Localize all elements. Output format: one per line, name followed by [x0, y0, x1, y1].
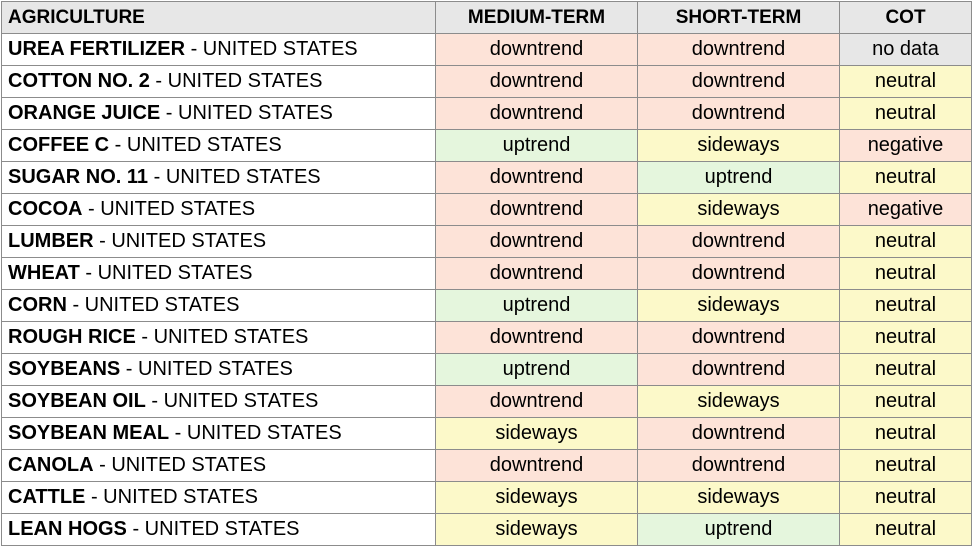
commodity-region: - UNITED STATES	[126, 518, 300, 540]
commodity-region: - UNITED STATES	[145, 390, 319, 412]
agriculture-trend-table	[1, 1, 972, 546]
commodity-region: - UNITED STATES	[93, 454, 267, 476]
table-row	[2, 322, 972, 354]
cot-cell: negative	[840, 130, 972, 162]
commodity-cell	[2, 482, 436, 514]
short-term-cell: sideways	[638, 386, 840, 418]
cot-cell: neutral	[840, 450, 972, 482]
cot-cell: negative	[840, 194, 972, 226]
medium-term-cell: downtrend	[436, 194, 638, 226]
commodity-cell	[2, 514, 436, 546]
medium-term-cell: downtrend	[436, 66, 638, 98]
commodity-region: - UNITED STATES	[82, 198, 256, 220]
commodity-name: CATTLE	[8, 486, 86, 508]
medium-term-cell: downtrend	[436, 258, 638, 290]
medium-term-cell: downtrend	[436, 98, 638, 130]
table-row	[2, 194, 972, 226]
medium-term-cell: sideways	[436, 418, 638, 450]
short-term-cell: downtrend	[638, 258, 840, 290]
cot-cell: neutral	[840, 322, 972, 354]
commodity-region: - UNITED STATES	[185, 38, 358, 60]
commodity-region: - UNITED STATES	[93, 230, 267, 252]
header-short-term: SHORT-TERM	[638, 2, 840, 34]
table-row	[2, 162, 972, 194]
table-row	[2, 418, 972, 450]
commodity-name: CANOLA	[8, 454, 94, 476]
short-term-cell: uptrend	[638, 514, 840, 546]
table-row	[2, 130, 972, 162]
commodity-name: UREA FERTILIZER	[8, 38, 186, 60]
commodity-name: LUMBER	[8, 230, 94, 252]
cot-cell: neutral	[840, 66, 972, 98]
commodity-cell	[2, 130, 436, 162]
table-row	[2, 66, 972, 98]
short-term-cell: downtrend	[638, 450, 840, 482]
short-term-cell: downtrend	[638, 34, 840, 66]
commodity-name: WHEAT	[8, 262, 80, 284]
commodity-name: SOYBEANS	[8, 358, 121, 380]
commodity-cell	[2, 290, 436, 322]
cot-cell: neutral	[840, 258, 972, 290]
cot-cell: neutral	[840, 386, 972, 418]
cot-cell: neutral	[840, 418, 972, 450]
medium-term-cell: downtrend	[436, 162, 638, 194]
short-term-cell: downtrend	[638, 98, 840, 130]
medium-term-cell: downtrend	[436, 322, 638, 354]
table-row	[2, 482, 972, 514]
cot-cell: neutral	[840, 226, 972, 258]
cot-cell: neutral	[840, 514, 972, 546]
table-row	[2, 514, 972, 546]
commodity-cell	[2, 450, 436, 482]
cot-cell: neutral	[840, 482, 972, 514]
commodity-name: LEAN HOGS	[8, 518, 127, 540]
header-medium-term: MEDIUM-TERM	[436, 2, 638, 34]
cot-cell: neutral	[840, 98, 972, 130]
medium-term-cell: downtrend	[436, 450, 638, 482]
header-cot: COT	[840, 2, 972, 34]
commodity-region: - UNITED STATES	[160, 102, 333, 124]
medium-term-cell: uptrend	[436, 290, 638, 322]
commodity-cell	[2, 98, 436, 130]
cot-cell: no data	[840, 34, 972, 66]
commodity-name: CORN	[8, 294, 67, 316]
short-term-cell: sideways	[638, 290, 840, 322]
short-term-cell: downtrend	[638, 322, 840, 354]
medium-term-cell: downtrend	[436, 34, 638, 66]
commodity-name: SUGAR NO. 11	[8, 166, 149, 188]
commodity-name: ORANGE JUICE	[8, 102, 161, 124]
commodity-cell	[2, 226, 436, 258]
cot-cell: neutral	[840, 290, 972, 322]
table-row	[2, 34, 972, 66]
commodity-name: SOYBEAN OIL	[8, 390, 146, 412]
table-row	[2, 290, 972, 322]
commodity-region: - UNITED STATES	[85, 486, 259, 508]
commodity-cell	[2, 354, 436, 386]
commodity-region: - UNITED STATES	[149, 70, 323, 92]
table-row	[2, 354, 972, 386]
medium-term-cell: downtrend	[436, 226, 638, 258]
commodity-region: - UNITED STATES	[66, 294, 240, 316]
medium-term-cell: sideways	[436, 482, 638, 514]
cot-cell: neutral	[840, 162, 972, 194]
commodity-cell	[2, 162, 436, 194]
medium-term-cell: sideways	[436, 514, 638, 546]
commodity-region: - UNITED STATES	[148, 166, 321, 188]
table-row	[2, 386, 972, 418]
table-row	[2, 258, 972, 290]
short-term-cell: downtrend	[638, 226, 840, 258]
short-term-cell: sideways	[638, 482, 840, 514]
table-row	[2, 226, 972, 258]
commodity-name: SOYBEAN MEAL	[8, 422, 170, 444]
commodity-name: COFFEE C	[8, 134, 110, 156]
commodity-name: COCOA	[8, 198, 83, 220]
commodity-region: - UNITED STATES	[79, 262, 253, 284]
commodity-region: - UNITED STATES	[169, 422, 342, 444]
medium-term-cell: uptrend	[436, 130, 638, 162]
header-agriculture: AGRICULTURE	[2, 2, 436, 34]
short-term-cell: downtrend	[638, 418, 840, 450]
commodity-cell	[2, 194, 436, 226]
table-row	[2, 98, 972, 130]
commodity-region: - UNITED STATES	[120, 358, 293, 380]
header-row	[2, 2, 972, 34]
commodity-name: COTTON NO. 2	[8, 70, 150, 92]
short-term-cell: sideways	[638, 130, 840, 162]
cot-cell: neutral	[840, 354, 972, 386]
commodity-name: ROUGH RICE	[8, 326, 136, 348]
medium-term-cell: uptrend	[436, 354, 638, 386]
medium-term-cell: downtrend	[436, 386, 638, 418]
commodity-cell	[2, 418, 436, 450]
commodity-cell	[2, 322, 436, 354]
short-term-cell: downtrend	[638, 354, 840, 386]
commodity-cell	[2, 66, 436, 98]
commodity-region: - UNITED STATES	[135, 326, 309, 348]
commodity-region: - UNITED STATES	[109, 134, 282, 156]
short-term-cell: downtrend	[638, 66, 840, 98]
short-term-cell: sideways	[638, 194, 840, 226]
commodity-cell	[2, 34, 436, 66]
commodity-cell	[2, 386, 436, 418]
table-row	[2, 450, 972, 482]
short-term-cell: uptrend	[638, 162, 840, 194]
commodity-cell	[2, 258, 436, 290]
